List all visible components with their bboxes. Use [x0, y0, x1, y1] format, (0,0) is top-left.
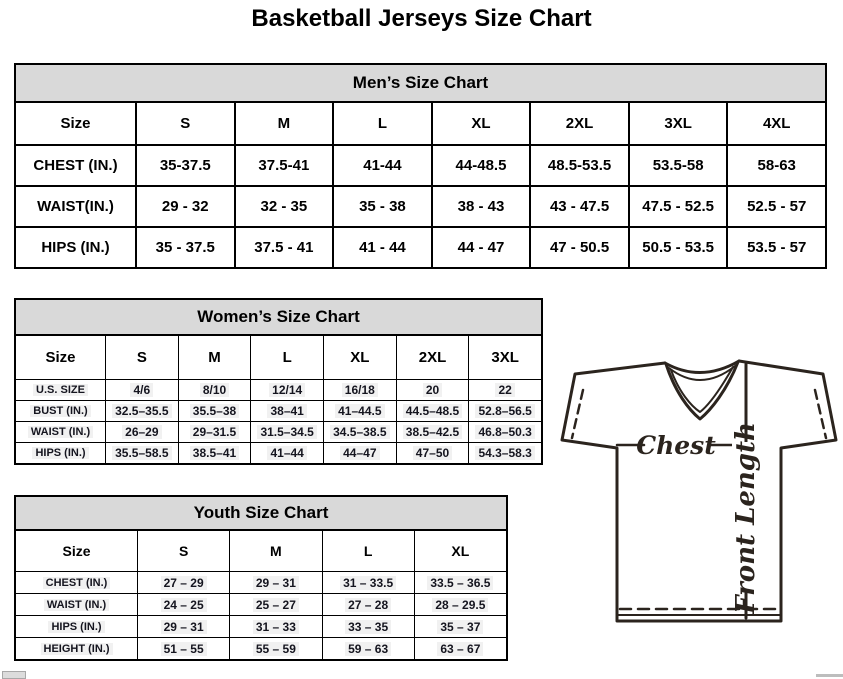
- size-value-cell: 35 - 37.5: [135, 228, 234, 267]
- size-value-cell: 35 – 37: [414, 616, 506, 637]
- size-value-cell: 53.5 - 57: [726, 228, 825, 267]
- size-value-cell: 16/18: [323, 380, 396, 400]
- size-value-cell: 32 - 35: [234, 187, 333, 226]
- column-header-cell: L: [332, 103, 431, 144]
- size-value-cell: 38 - 43: [431, 187, 530, 226]
- header-row: [16, 531, 506, 571]
- size-value-cell: 52.8–56.5: [468, 401, 541, 421]
- size-value-cell: 54.3–58.3: [468, 443, 541, 463]
- size-value-cell: 55 – 59: [229, 638, 321, 659]
- size-value-cell: 31 – 33.5: [322, 572, 414, 593]
- size-value-cell: 29 – 31: [137, 616, 229, 637]
- column-header-cell: Size: [62, 543, 91, 559]
- row-label-cell: BUST (IN.): [16, 401, 105, 421]
- size-value-cell: 22: [468, 380, 541, 400]
- size-value-cell: 32.5–35.5: [105, 401, 178, 421]
- size-value-cell: 31.5–34.5: [250, 422, 323, 442]
- size-value-cell: 59 – 63: [322, 638, 414, 659]
- column-header-cell: L: [250, 336, 323, 379]
- column-header-cell: XL: [431, 103, 530, 144]
- size-value-cell: 44 - 47: [431, 228, 530, 267]
- size-value-cell: 28 – 29.5: [414, 594, 506, 615]
- scrollbar-fragment-right[interactable]: [816, 674, 843, 677]
- column-header-cell: S: [105, 336, 178, 379]
- column-header-cell: M: [178, 336, 251, 379]
- column-header-cell: L: [322, 531, 414, 571]
- size-value-cell: 53.5-58: [628, 146, 727, 185]
- size-value-cell: 33.5 – 36.5: [414, 572, 506, 593]
- table-row: [16, 379, 541, 400]
- column-header-cell: 3XL: [628, 103, 727, 144]
- column-header-cell: 4XL: [726, 103, 825, 144]
- table-row: [16, 421, 541, 442]
- size-value-cell: 26–29: [105, 422, 178, 442]
- jersey-outline: [562, 361, 836, 621]
- size-value-cell: 37.5 - 41: [234, 228, 333, 267]
- column-header-cell: 2XL: [396, 336, 469, 379]
- column-header-cell: M: [234, 103, 333, 144]
- row-label-cell: WAIST (IN.): [16, 594, 137, 615]
- column-header-cell: M: [229, 531, 321, 571]
- column-header-cell: Size: [60, 115, 91, 132]
- size-value-cell: 27 – 29: [137, 572, 229, 593]
- size-value-cell: 35.5–38: [178, 401, 251, 421]
- size-value-cell: 46.8–50.3: [468, 422, 541, 442]
- column-header-cell: Size: [45, 349, 76, 366]
- row-label-cell: U.S. SIZE: [16, 380, 105, 400]
- row-label-cell: WAIST(IN.): [37, 198, 114, 215]
- size-value-cell: 58-63: [726, 146, 825, 185]
- table-row: [16, 571, 506, 593]
- scrollbar-fragment-left[interactable]: [2, 671, 26, 679]
- mens-table-title: Men’s Size Chart: [16, 65, 825, 103]
- size-value-cell: 47–50: [396, 443, 469, 463]
- size-value-cell: 50.5 - 53.5: [628, 228, 727, 267]
- column-header-cell: S: [137, 531, 229, 571]
- youth-size-table: [14, 495, 508, 661]
- row-label-cell: WAIST (IN.): [16, 422, 105, 442]
- size-value-cell: 63 – 67: [414, 638, 506, 659]
- size-value-cell: 33 – 35: [322, 616, 414, 637]
- size-value-cell: 29 - 32: [135, 187, 234, 226]
- size-value-cell: 29 – 31: [229, 572, 321, 593]
- front-length-label: Front Length: [731, 422, 761, 614]
- column-header-cell: 3XL: [468, 336, 541, 379]
- size-value-cell: 27 – 28: [322, 594, 414, 615]
- size-value-cell: 4/6: [105, 380, 178, 400]
- size-value-cell: 44-48.5: [431, 146, 530, 185]
- column-header-cell: XL: [414, 531, 506, 571]
- size-value-cell: 38.5–42.5: [396, 422, 469, 442]
- size-value-cell: 41–44.5: [323, 401, 396, 421]
- size-value-cell: 38–41: [250, 401, 323, 421]
- column-header-cell: XL: [323, 336, 396, 379]
- column-header-cell: 2XL: [529, 103, 628, 144]
- size-value-cell: 29–31.5: [178, 422, 251, 442]
- womens-table-title: Women’s Size Chart: [16, 300, 541, 336]
- youth-table-title: Youth Size Chart: [16, 497, 506, 531]
- mens-size-table: [14, 63, 827, 269]
- size-value-cell: 35 - 38: [332, 187, 431, 226]
- size-value-cell: 12/14: [250, 380, 323, 400]
- size-value-cell: 24 – 25: [137, 594, 229, 615]
- table-row: [16, 442, 541, 463]
- size-value-cell: 8/10: [178, 380, 251, 400]
- size-value-cell: 47 - 50.5: [529, 228, 628, 267]
- row-label-cell: HEIGHT (IN.): [16, 638, 137, 659]
- size-value-cell: 44.5–48.5: [396, 401, 469, 421]
- table-row: [16, 226, 825, 267]
- size-value-cell: 20: [396, 380, 469, 400]
- size-value-cell: 25 – 27: [229, 594, 321, 615]
- table-row: [16, 185, 825, 226]
- size-value-cell: 41–44: [250, 443, 323, 463]
- size-value-cell: 44–47: [323, 443, 396, 463]
- row-label-cell: CHEST (IN.): [33, 157, 118, 174]
- row-label-cell: HIPS (IN.): [41, 239, 110, 256]
- womens-size-table: [14, 298, 543, 465]
- table-row: [16, 615, 506, 637]
- table-row: [16, 144, 825, 185]
- header-row: [16, 336, 541, 379]
- size-value-cell: 52.5 - 57: [726, 187, 825, 226]
- jersey-measurement-diagram: [553, 350, 843, 628]
- size-value-cell: 41 - 44: [332, 228, 431, 267]
- row-label-cell: HIPS (IN.): [16, 443, 105, 463]
- row-label-cell: HIPS (IN.): [16, 616, 137, 637]
- size-value-cell: 41-44: [332, 146, 431, 185]
- size-value-cell: 34.5–38.5: [323, 422, 396, 442]
- row-label-cell: CHEST (IN.): [16, 572, 137, 593]
- size-value-cell: 47.5 - 52.5: [628, 187, 727, 226]
- size-value-cell: 43 - 47.5: [529, 187, 628, 226]
- column-header-cell: S: [135, 103, 234, 144]
- size-value-cell: 37.5-41: [234, 146, 333, 185]
- table-row: [16, 637, 506, 659]
- size-value-cell: 51 – 55: [137, 638, 229, 659]
- size-value-cell: 35.5–58.5: [105, 443, 178, 463]
- size-value-cell: 31 – 33: [229, 616, 321, 637]
- table-row: [16, 400, 541, 421]
- chest-label: Chest: [636, 431, 716, 460]
- table-row: [16, 593, 506, 615]
- header-row: [16, 103, 825, 144]
- size-value-cell: 38.5–41: [178, 443, 251, 463]
- size-value-cell: 48.5-53.5: [529, 146, 628, 185]
- size-value-cell: 35-37.5: [135, 146, 234, 185]
- page-title: Basketball Jerseys Size Chart: [251, 5, 592, 32]
